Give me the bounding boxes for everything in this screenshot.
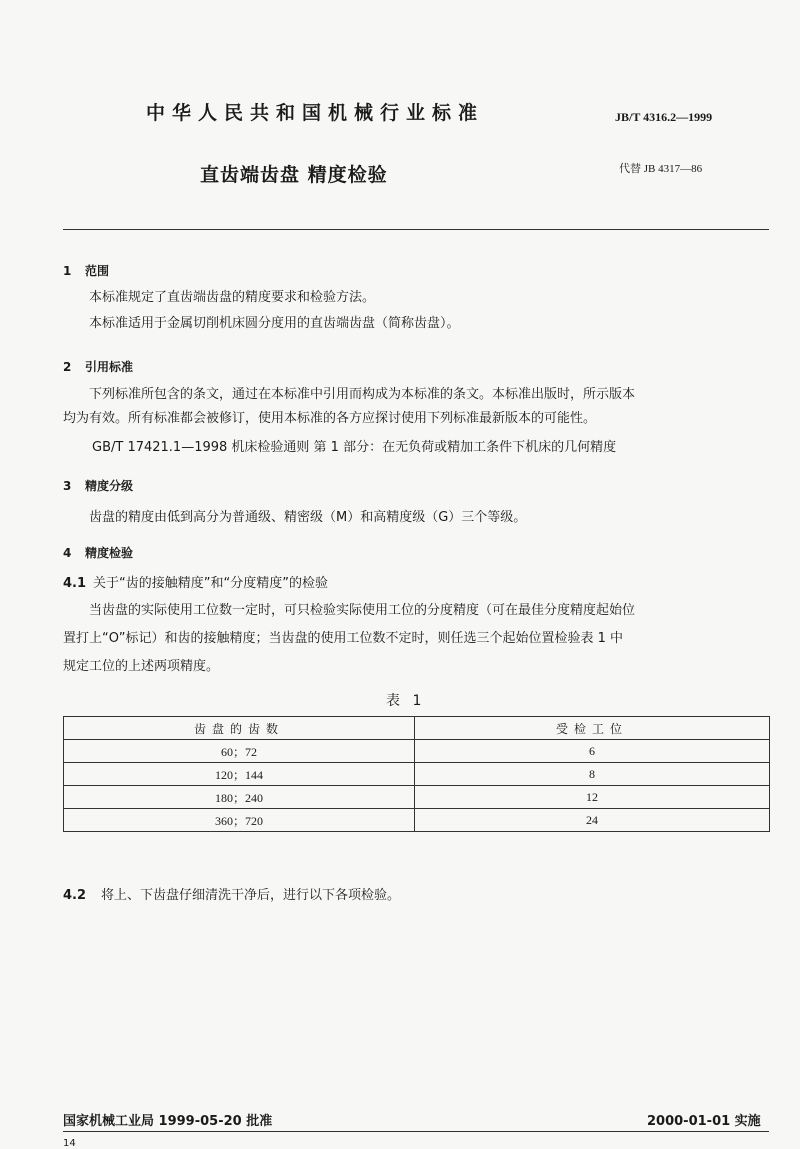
paragraph: 均为有效。所有标准都会被修订，使用本标准的各方应探讨使用下列标准最新版本的可能性。 bbox=[63, 411, 597, 426]
subsection-4-1-heading bbox=[63, 573, 328, 595]
section-title: 范围 bbox=[85, 264, 110, 278]
page-number: 14 bbox=[63, 1138, 76, 1149]
table-cell: 180；240 bbox=[64, 786, 415, 809]
table-row bbox=[64, 740, 770, 763]
subsection-number: 4.2 bbox=[63, 888, 87, 903]
paragraph: 当齿盘的实际使用工位数一定时，可只检验实际使用工位的分度精度（可在最佳分度精度起始位 bbox=[89, 603, 636, 618]
table-cell: 12 bbox=[415, 786, 770, 809]
footer-divider bbox=[63, 1131, 769, 1132]
section-1-heading bbox=[63, 262, 109, 279]
section-number: 3 bbox=[63, 479, 72, 493]
section-number: 1 bbox=[63, 264, 72, 278]
subsection-title: 关于“齿的接触精度”和“分度精度”的检验 bbox=[93, 576, 328, 591]
replaces-note: 代替 JB 4317—86 bbox=[619, 163, 703, 175]
table-caption: 表 1 bbox=[386, 693, 426, 709]
standard-org-title: 中华人民共和国机械行业标准 bbox=[146, 102, 485, 124]
table-row bbox=[64, 786, 770, 809]
paragraph: 本标准规定了直齿端齿盘的精度要求和检验方法。 bbox=[89, 290, 376, 305]
table-cell: 6 bbox=[415, 740, 770, 763]
section-3-heading bbox=[63, 477, 133, 494]
table-cell: 360；720 bbox=[64, 809, 415, 832]
standard-number: JB/T 4316.2—1999 bbox=[615, 110, 713, 124]
column-header: 受检工位 bbox=[415, 717, 770, 740]
section-2-heading bbox=[63, 358, 133, 375]
paragraph: 规定工位的上述两项精度。 bbox=[63, 659, 220, 674]
table-cell: 60；72 bbox=[64, 740, 415, 763]
table-cell: 24 bbox=[415, 809, 770, 832]
reference-item: GB/T 17421.1—1998 机床检验通则 第 1 部分：在无负荷或精加工条件下机床的几何精度 bbox=[92, 440, 617, 455]
section-number: 4 bbox=[63, 546, 72, 560]
table-cell: 8 bbox=[415, 763, 770, 786]
implementation-note: 2000-01-01 实施 bbox=[647, 1114, 761, 1129]
subsection-text: 将上、下齿盘仔细清洗干净后，进行以下各项检验。 bbox=[101, 888, 401, 903]
section-title: 精度分级 bbox=[85, 479, 134, 493]
header-divider bbox=[63, 229, 769, 230]
section-number: 2 bbox=[63, 360, 72, 374]
paragraph: 下列标准所包含的条文，通过在本标准中引用而构成为本标准的条文。本标准出版时，所示版本 bbox=[89, 387, 636, 402]
table-cell: 120；144 bbox=[64, 763, 415, 786]
table-header-row bbox=[64, 717, 770, 740]
section-4-heading bbox=[63, 544, 133, 561]
document-title: 直齿端齿盘 精度检验 bbox=[200, 164, 388, 186]
table-1 bbox=[63, 716, 770, 832]
table-row bbox=[64, 763, 770, 786]
approval-note: 国家机械工业局 1999-05-20 批准 bbox=[63, 1114, 273, 1129]
paragraph: 齿盘的精度由低到高分为普通级、精密级（M）和高精度级（G）三个等级。 bbox=[89, 510, 527, 525]
column-header: 齿盘的齿数 bbox=[64, 717, 415, 740]
section-title: 精度检验 bbox=[85, 546, 134, 560]
paragraph: 本标准适用于金属切削机床圆分度用的直齿端齿盘（简称齿盘）。 bbox=[89, 316, 460, 331]
subsection-number: 4.1 bbox=[63, 576, 87, 591]
table-row bbox=[64, 809, 770, 832]
section-title: 引用标准 bbox=[85, 360, 134, 374]
paragraph: 置打上“O”标记）和齿的接触精度；当齿盘的使用工位数不定时，则任选三个起始位置检验表 1 中 bbox=[63, 631, 624, 646]
subsection-4-2 bbox=[63, 885, 400, 907]
